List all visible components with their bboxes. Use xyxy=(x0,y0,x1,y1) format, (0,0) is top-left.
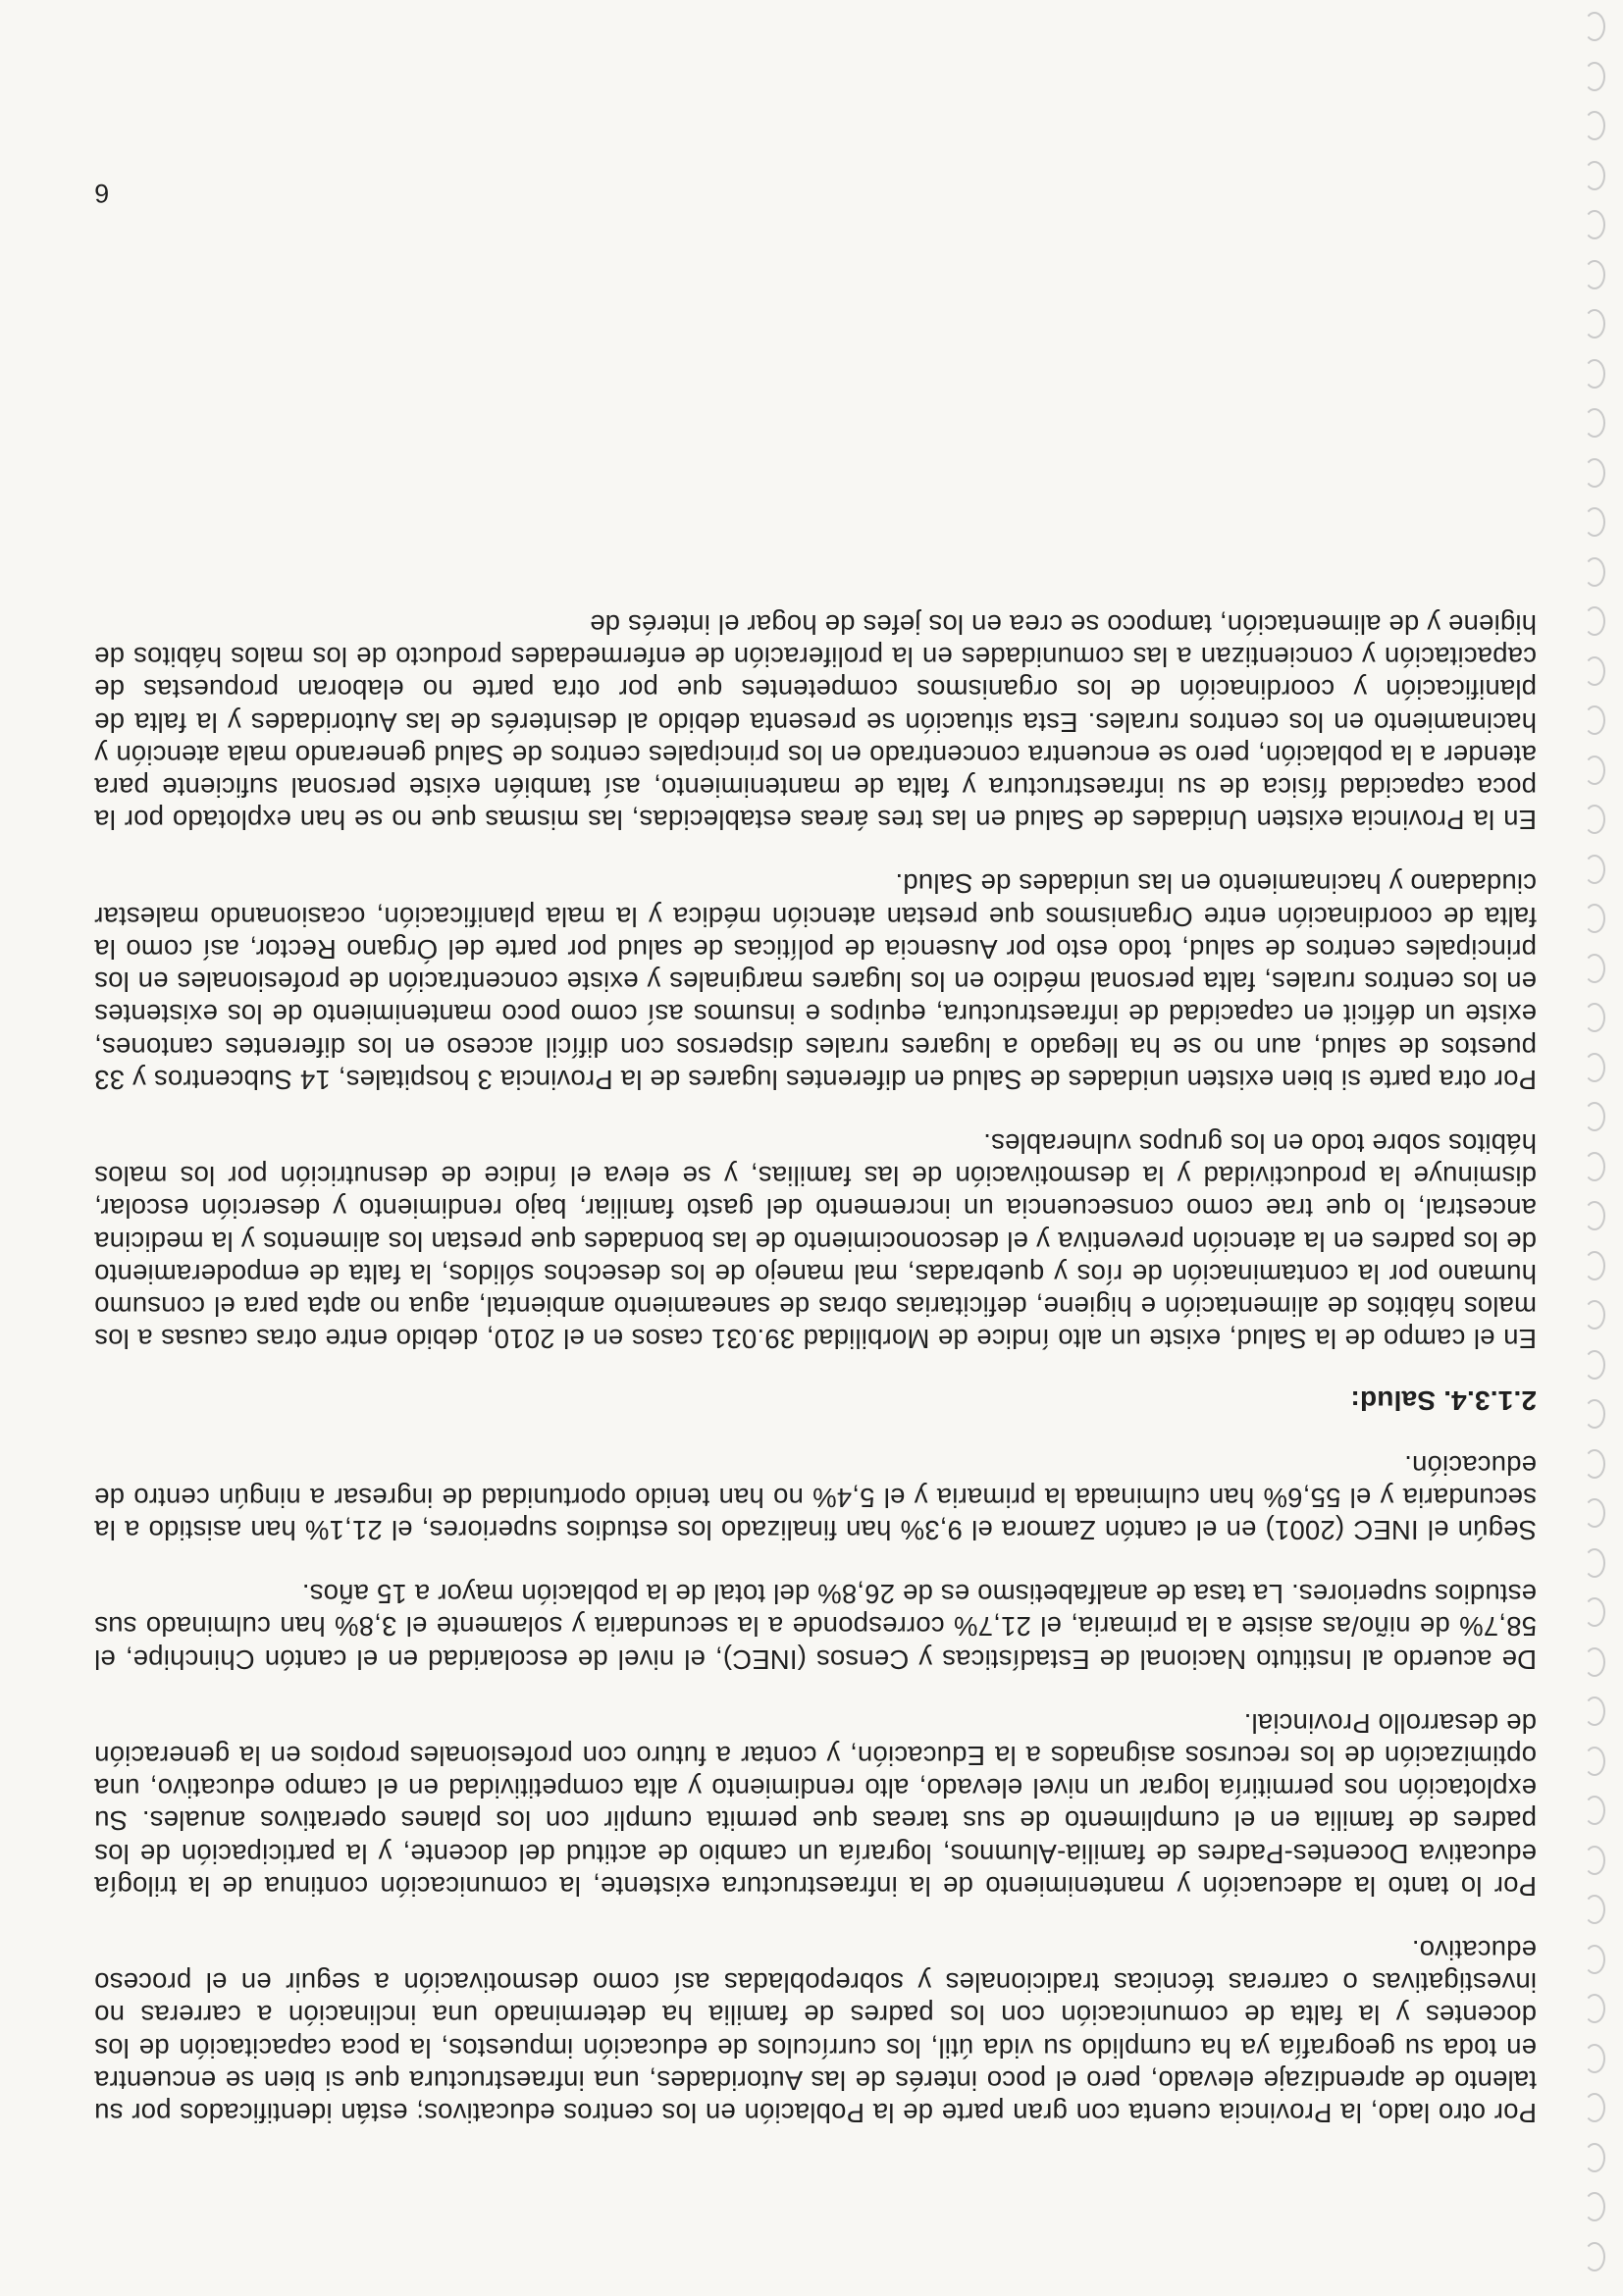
binder-hole xyxy=(1584,210,1605,239)
binder-hole xyxy=(1584,12,1605,41)
binder-hole xyxy=(1584,1251,1605,1280)
section-heading-salud: 2.1.3.4. Salud: xyxy=(1350,1385,1537,1417)
binder-hole xyxy=(1584,507,1605,537)
binder-hole xyxy=(1584,1994,1605,2023)
binder-hole xyxy=(1584,1696,1605,1726)
binder-hole xyxy=(1584,1647,1605,1677)
binder-hole xyxy=(1584,1201,1605,1230)
binder-hole xyxy=(1584,1747,1605,1776)
binder-hole xyxy=(1584,2242,1605,2271)
binder-hole xyxy=(1584,359,1605,389)
binder-hole xyxy=(1584,855,1605,884)
binder-hole xyxy=(1584,408,1605,438)
binder-holes xyxy=(1566,0,1605,2296)
binder-hole xyxy=(1584,458,1605,488)
paragraph-health-3: En la Provincia existen Unidades de Salud en las tres áreas establecidas, las mismas que no se han explotado por la poca capacidad física de su infraestructura y falta de mantenimiento, así también existe personal suficiente para atender a la población, pero se encuentra concentrado en los principales centros de Salud generando mala atención y hacinamiento en los centros rurales. Esta situación se presenta debido al desinterés de las Autoridades y la falta de planificación y coordinación de los organismos competentes que por otra parte no elaboran propuestas de capacitación y concientizan a las comunidades en la proliferación de enfermedades producto de los malos hábitos de higiene y de alimentación, tampoco se crea en los jefes de hogar el interés de xyxy=(94,609,1537,836)
binder-hole xyxy=(1584,705,1605,735)
binder-hole xyxy=(1584,2192,1605,2221)
binder-hole xyxy=(1584,1053,1605,1082)
binder-hole xyxy=(1584,756,1605,785)
binder-hole xyxy=(1584,1300,1605,1330)
paragraph-health-1: En el campo de la Salud, existe un alto índice de Morbilidad 39.031 casos en el 2010, debido entre otras causas a los malos hábitos de alimentación e higiene, deficitarias obras de saneamiento ambiental, agua no apta para el consumo humano por la contaminación de ríos y quebradas, mal manejo de los desechos sólidos, la falta de empoderamiento de los padres en la atención preventiva y el desconocimiento de las bondades que prestan los alimentos y la medicina ancestral, lo que trae como consecuencia un incremento del gasto familiar, bajo rendimiento y deserción escolar, disminuye la productividad y la desmotivación de las familias, y se eleva el índice de desnutrición por los malos hábitos sobre todo en los grupos vulnerables. xyxy=(94,1127,1537,1355)
page-number: 6 xyxy=(94,179,110,209)
paragraph-education-1: Por otro lado, la Provincia cuenta con gran parte de la Población en los centros educativos; están identificados por su talento de aprendizaje elevado, pero el poco interés de las Autoridades, una infraestructura que si bien se encuentra en toda su geografía ya ha cumplido su vida útil, los currículos de educación impuestos, la poca capacitación de los docentes y la falta de comunicación con los padres de familia ha determinado una inclinación a carreras no investigativas o carreras técnicas tradicionales y sobrepobladas así como desmotivación a seguir en el proceso educativo. xyxy=(94,1934,1537,2128)
binder-hole xyxy=(1584,2143,1605,2172)
binder-hole xyxy=(1584,904,1605,933)
binder-hole xyxy=(1584,1945,1605,1974)
binder-hole xyxy=(1584,1846,1605,1875)
binder-hole xyxy=(1584,1350,1605,1380)
binder-hole xyxy=(1584,309,1605,339)
binder-hole xyxy=(1584,606,1605,636)
paragraph-education-4: Según el INEC (2001) en el cantón Zamora el 9,3% han finalizado los estudios superiores, el 21,1% han asistido a la secundaria y el 55,6% han culminada la primaria y el 5,4% no han tenido oportunidad de ingresar a ningún centro de educación. xyxy=(94,1449,1537,1545)
binder-hole xyxy=(1584,1895,1605,1924)
paragraph-education-3: De acuerdo al Instituto Nacional de Estadísticas y Censos (INEC), el nivel de escolaridad en el cantón Chinchipe, el 58,7% de niño/as asiste a la primaria, el 21,7% corresponde a la secundaria y solamente el 3,8% han culminado sus estudios superiores. La tasa de analfabetismo es de 26,8% del total de la población mayor a 15 años. xyxy=(94,1579,1537,1675)
binder-hole xyxy=(1584,1498,1605,1528)
binder-hole xyxy=(1584,2093,1605,2122)
binder-hole xyxy=(1584,1449,1605,1479)
binder-hole xyxy=(1584,161,1605,190)
binder-hole xyxy=(1584,1399,1605,1429)
binder-hole xyxy=(1584,954,1605,983)
binder-hole xyxy=(1584,2044,1605,2073)
binder-hole xyxy=(1584,656,1605,686)
binder-hole xyxy=(1584,62,1605,91)
binder-hole xyxy=(1584,1796,1605,1825)
paragraph-health-2: Por otra parte si bien existen unidades de Salud en diferentes lugares de la Provincia 3 hospitales, 14 Subcentros y 33 puestos de salud, aun no se ha llegado a lugares rurales dispersos con difícil acceso en los diferentes cantones, existe un déficit en capacidad de infraestructura, equipos e insumos así como poco mantenimiento de los existentes en los centros rurales, falta personal médico en los lugares marginales y existe concentración de profesionales en los principales centros de salud, todo esto por Ausencia de políticas de salud por parte del Órgano Rector, así como la falta de coordinación entre Organismos que prestan atención médica y la mala planificación, ocasionando malestar ciudadano y hacinamiento en las unidades de Salud. xyxy=(94,868,1537,1095)
paragraph-education-2: Por lo tanto la adecuación y mantenimiento de la infraestructura existente, la comunicación continua de la trilogía educativa Docentes-Padres de familia-Alumnos, lograría un cambio de actitud del docente, y la participación de los padres de familia en el cumplimento de sus tareas que permita cumplir con los planes operativos anuales. Su explotación nos permitiría lograr un nivel elevado, alto rendimiento y alta competitividad en el campo educativo, una optimización de los recursos asignados a la Educación, y contar a futuro con profesionales propios en la generación de desarrollo Provincial. xyxy=(94,1707,1537,1902)
binder-hole xyxy=(1584,1548,1605,1578)
document-body xyxy=(94,177,1537,2129)
binder-hole xyxy=(1584,805,1605,834)
binder-hole xyxy=(1584,557,1605,587)
binder-hole xyxy=(1584,1597,1605,1627)
binder-hole xyxy=(1584,1102,1605,1131)
binder-hole xyxy=(1584,111,1605,140)
binder-hole xyxy=(1584,1152,1605,1181)
binder-hole xyxy=(1584,1003,1605,1032)
binder-hole xyxy=(1584,260,1605,289)
